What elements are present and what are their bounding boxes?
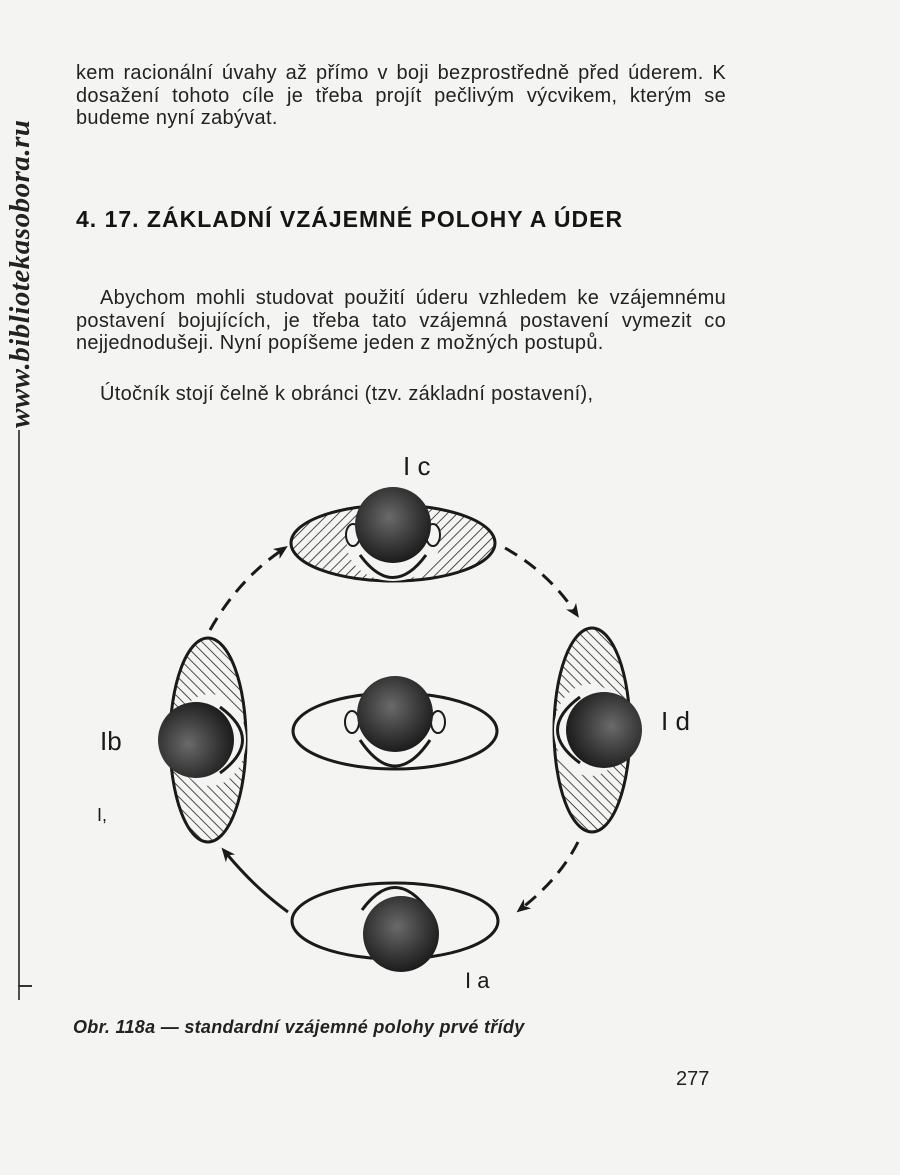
figure-ib: [158, 638, 246, 842]
section-heading: 4. 17. ZÁKLADNÍ VZÁJEMNÉ POLOHY A ÚDER: [76, 206, 624, 232]
paragraph-intro: Abychom mohli studovat použití úderu vzhledem ke vzájemnému postavení bojujících, je třeba tato vzájemná postavení vymezit co nejjednodušeji. Nyní popíšeme jeden z možných postupů.: [76, 287, 726, 354]
label-id: I d: [661, 706, 690, 736]
paragraph-attacker: Útočník stojí čelně k obránci (tzv. základní postavení),: [100, 383, 594, 405]
page-number: 277: [676, 1068, 710, 1090]
figure-caption: Obr. 118a — standardní vzájemné polohy prvé třídy: [73, 1017, 525, 1037]
paragraph-continuation: kem racionální úvahy až přímo v boji bezprostředně před úderem. K dosažení tohoto cíle je třeba projít pečlivým výcvikem, kterým se budeme nyní zabývat.: [76, 62, 726, 129]
figure-ia: [292, 883, 498, 972]
figure-center: [293, 676, 497, 769]
label-ic: I c: [403, 451, 431, 481]
figure-id: [554, 628, 642, 832]
label-stray-mark: I,: [97, 805, 108, 825]
label-ia: I a: [465, 968, 490, 993]
watermark-url: www.bibliotekasobora.ru: [4, 119, 36, 428]
figure-ic: [291, 487, 495, 581]
label-ib: Ib: [100, 726, 122, 756]
